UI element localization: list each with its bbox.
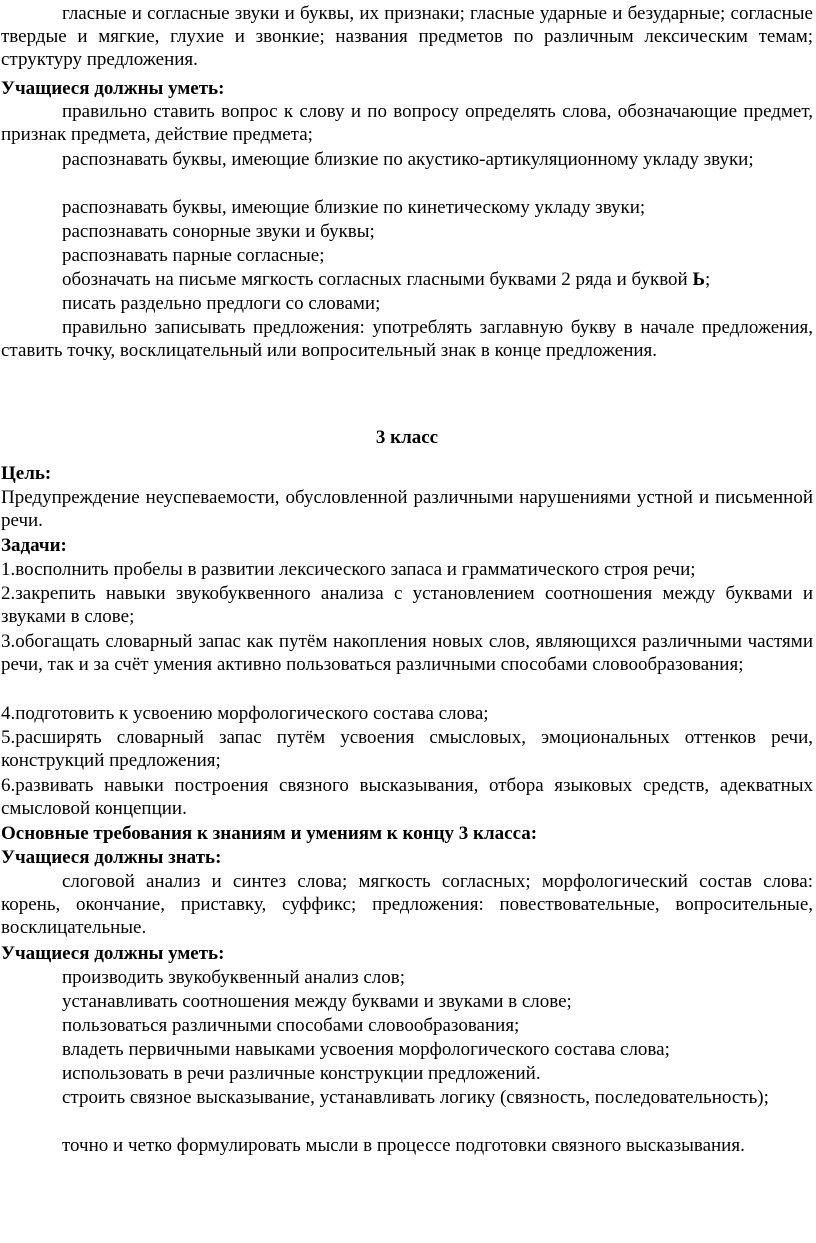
soft-sign-letter: Ь (692, 269, 706, 290)
skill-item: правильно записывать предложения: употреблять заглавную букву в начале предложения, ставить точку, восклицательный или вопросительный знак в конце предложения. (1, 317, 813, 361)
requirements-heading: Основные требования к знаниям и умениям к концу 3 класса: (1, 823, 538, 844)
skill-item-tail: ; (705, 269, 711, 290)
task-item: 6.развивать навыки построения связного высказывания, отбора языковых средств, адекватных смысловой концепции. (1, 775, 813, 819)
can-item: производить звукобуквенный анализ слов; (62, 967, 406, 988)
can-item: владеть первичными навыками усвоения морфологического состава слова; (62, 1039, 670, 1060)
tasks-label: Задачи: (1, 535, 67, 556)
task-item: 2.закрепить навыки звукобуквенного анализа с установлением соотношения между буквами и звуками в слове; (1, 583, 813, 627)
can-item: использовать в речи различные конструкции предложений. (62, 1063, 541, 1084)
task-item: 3.обогащать словарный запас как путём накопления новых слов, являющихся различными частями речи, так и за счёт умения активно пользоваться различными способами словообразования; (1, 631, 813, 675)
skill-item-soft-sign (1, 268, 813, 291)
can-item: строить связное высказывание, устанавливать логику (связность, последовательность); (62, 1087, 769, 1108)
skill-item: распознавать сонорные звуки и буквы; (62, 221, 375, 242)
skill-item: распознавать парные согласные; (62, 245, 325, 266)
intro-paragraph: гласные и согласные звуки и буквы, их признаки; гласные ударные и безударные; согласные твердые и мягкие, глухие и звонкие; названия предметов по различным лексическим темам; структуру предложения. (1, 3, 813, 70)
know-text: слоговой анализ и синтез слова; мягкость согласных; морфологический состав слова: корень, окончание, приставку, суффикс; предложения: повествовательные, вопросительные, восклицательные. (1, 871, 813, 938)
skill-item: правильно ставить вопрос к слову и по вопросу определять слова, обозначающие предмет, признак предмета, действие предмета; (1, 101, 813, 145)
can-item: точно и четко формулировать мысли в процессе подготовки связного высказывания. (62, 1135, 745, 1156)
can-item: устанавливать соотношения между буквами и звуками в слове; (62, 991, 572, 1012)
heading-must-be-able: Учащиеся должны уметь: (1, 78, 225, 99)
grade-3-title: 3 класс (375, 427, 439, 448)
goal-label: Цель: (1, 463, 52, 484)
goal-text: Предупреждение неуспеваемости, обусловленной различными нарушениями устной и письменной речи. (1, 487, 813, 531)
skill-item: писать раздельно предлоги со словами; (62, 293, 381, 314)
task-item: 5.расширять словарный запас путём усвоения смысловых, эмоциональных оттенков речи, конструкций предложения; (1, 727, 813, 771)
know-label: Учащиеся должны знать: (1, 847, 222, 868)
skill-item: распознавать буквы, имеющие близкие по кинетическому укладу звуки; (62, 197, 646, 218)
task-item: 1.восполнить пробелы в развитии лексического запаса и грамматического строя речи; (1, 559, 696, 580)
skill-item: распознавать буквы, имеющие близкие по акустико-артикуляционному укладу звуки; (62, 149, 754, 170)
can-item: пользоваться различными способами словообразования; (62, 1015, 520, 1036)
can-label: Учащиеся должны уметь: (1, 943, 225, 964)
skill-item-text: обозначать на письме мягкость согласных гласными буквами 2 ряда и буквой (62, 269, 693, 290)
task-item: 4.подготовить к усвоению морфологического состава слова; (1, 703, 489, 724)
